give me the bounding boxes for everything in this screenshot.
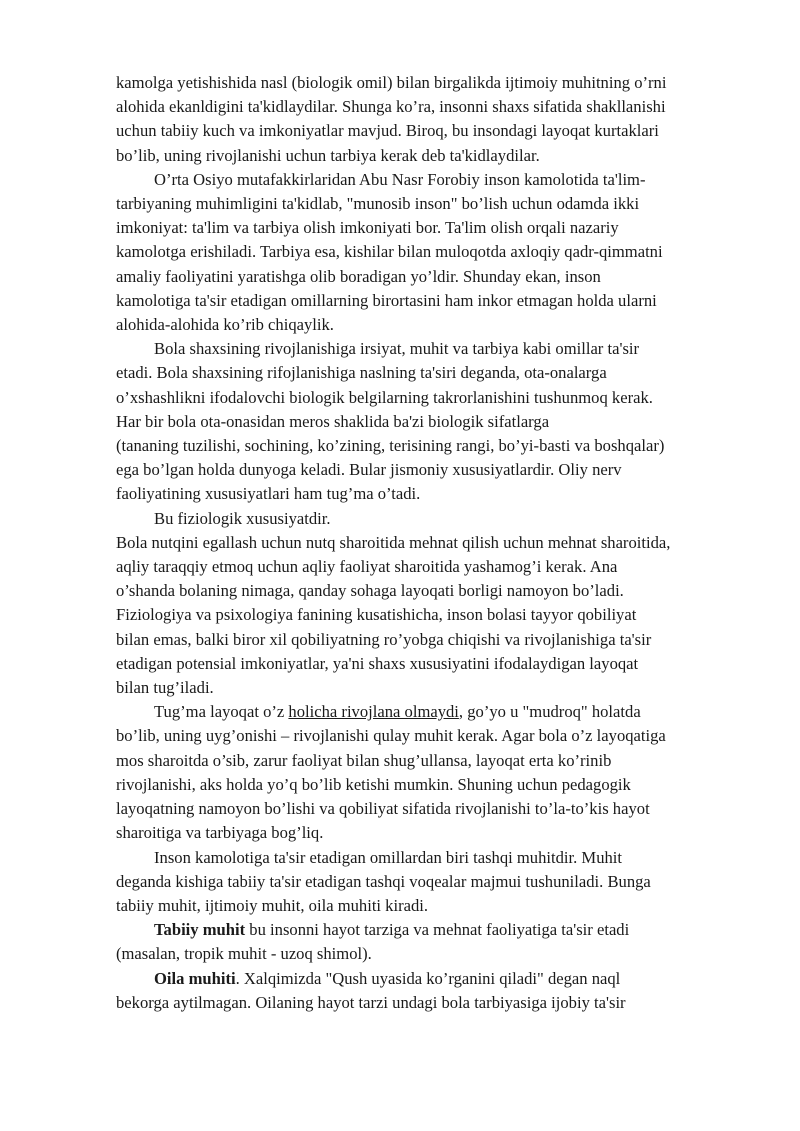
text-line: layoqatning namoyon bo’lishi va qobiliyat sifatida rivojlanishi to’la-to’kis hayot bbox=[116, 799, 650, 819]
text-line bbox=[116, 918, 746, 942]
text-line: etadi. Bola shaxsining rifojlanishiga naslning ta'siri deganda, ota-onalarga bbox=[116, 363, 607, 383]
bold-term: Oila muhiti bbox=[154, 968, 236, 988]
text-line: alohida-alohida ko’rib chiqaylik. bbox=[116, 315, 334, 335]
text-line: Bu fiziologik xususiyatdir. bbox=[154, 508, 331, 528]
text-line: Bola nutqini egallash uchun nutq sharoitida mehnat qilish uchun mehnat sharoitida, bbox=[116, 532, 671, 552]
text-line: sharoitiga va tarbiyaga bog’liq. bbox=[116, 823, 324, 843]
text-line: ega bo’lgan holda dunyoga keladi. Bular jismoniy xususiyatlardir. Oliy nerv bbox=[116, 460, 622, 480]
text-line: aqliy taraqqiy etmoq uchun aqliy faoliyat sharoitida yashamog’i kerak. Ana bbox=[116, 557, 618, 577]
document-page bbox=[116, 71, 746, 1015]
text-line: etadigan potensial imkoniyatlar, ya'ni shaxs xususiyatini ifodalaydigan layoqat bbox=[116, 653, 639, 673]
text-line bbox=[116, 967, 746, 991]
text-line: tabiiy muhit, ijtimoiy muhit, oila muhiti kiradi. bbox=[116, 895, 429, 915]
text-line: mos sharoitda o’sib, zarur faoliyat bilan shug’ullansa, layoqat erta ko’rinib bbox=[116, 750, 612, 770]
text-line: o’xshashlikni ifodalovchi biologik belgilarning takrorlanishini tushunmoq kerak. bbox=[116, 387, 653, 407]
text-line: deganda kishiga tabiiy ta'sir etadigan tashqi voqealar majmui tushuniladi. Bunga bbox=[116, 871, 651, 891]
text-line: kamolga yetishishida nasl (biologik omil) bilan birgalikda ijtimoiy muhitning o’rni bbox=[116, 73, 667, 92]
text-segment: . Xalqimizda "Qush uyasida ko’rganini qiladi" degan naql bbox=[235, 968, 621, 988]
text-segment: bu insonni hayot tarziga va mehnat faoliyatiga ta'sir etadi bbox=[245, 920, 630, 940]
text-line: Inson kamolotiga ta'sir etadigan omillardan biri tashqi muhitdir. Muhit bbox=[154, 847, 623, 867]
bold-term: Tabiiy muhit bbox=[154, 920, 246, 940]
text-segment: Tug’ma layoqat o’z bbox=[154, 702, 289, 722]
text-line: tarbiyaning muhimligini ta'kidlab, "munosib inson" bo’lish uchun odamda ikki bbox=[116, 194, 640, 214]
text-line: bilan emas, balki biror xil qobiliyatning ro’yobga chiqishi va rivojlanishiga ta'sir bbox=[116, 629, 652, 649]
text-line: rivojlanishi, aks holda yo’q bo’lib ketishi mumkin. Shuning uchun pedagogik bbox=[116, 774, 631, 794]
text-line: alohida ekanldigini ta'kidlaydilar. Shunga ko’ra, insonni shaxs sifatida shakllanishi bbox=[116, 97, 666, 117]
text-line: Bola shaxsining rivojlanishiga irsiyat, muhit va tarbiya kabi omillar ta'sir bbox=[154, 339, 640, 359]
text-line: bekorga aytilmagan. Oilaning hayot tarzi undagi bola tarbiyasiga ijobiy ta'sir bbox=[116, 992, 626, 1012]
text-line: Fiziologiya va psixologiya fanining kusatishicha, inson bolasi tayyor qobiliyat bbox=[116, 605, 637, 625]
text-line: o’shanda bolaning nimaga, qanday sohaga layoqati borligi namoyon bo’ladi. bbox=[116, 581, 624, 601]
text-line: (masalan, tropik muhit - uzoq shimol). bbox=[116, 944, 372, 964]
text-line: O’rta Osiyo mutafakkirlaridan Abu Nasr Forobiy inson kamolotida ta'lim- bbox=[154, 169, 646, 189]
text-line: bo’lib, uning uyg’onishi – rivojlanishi qulay muhit kerak. Agar bola o’z layoqatiga bbox=[116, 726, 666, 746]
text-line: uchun tabiiy kuch va imkoniyatlar mavjud. Biroq, bu insondagi layoqat kurtaklari bbox=[116, 121, 659, 141]
text-segment: , go’yo u "mudroq" holatda bbox=[458, 702, 641, 722]
text-line: bo’lib, uning rivojlanishi uchun tarbiya kerak deb ta'kidlaydilar. bbox=[116, 145, 540, 165]
text-line: kamolotiga ta'sir etadigan omillarning birortasini ham inkor etmagan holda ularni bbox=[116, 290, 657, 310]
underlined-phrase: holicha rivojlana olmaydi bbox=[288, 702, 459, 722]
text-line: faoliyatining xususiyatlari ham tug’ma o’tadi. bbox=[116, 484, 421, 504]
text-line: kamolotga erishiladi. Tarbiya esa, kishilar bilan muloqotda axloqiy qadr-qimmatni bbox=[116, 242, 663, 262]
text-line: imkoniyat: ta'lim va tarbiya olish imkoniyati bor. Ta'lim olish orqali nazariy bbox=[116, 218, 619, 238]
text-line: amaliy faoliyatini yaratishga olib boradigan yo’ldir. Shunday ekan, inson bbox=[116, 266, 601, 286]
text-line bbox=[116, 700, 746, 724]
text-line: (tananing tuzilishi, sochining, ko’zining, terisining rangi, bo’yi-basti va boshqalar) bbox=[116, 436, 665, 456]
text-line: Har bir bola ota-onasidan meros shaklida ba'zi biologik sifatlarga bbox=[116, 411, 550, 431]
text-line: bilan tug’iladi. bbox=[116, 678, 214, 698]
